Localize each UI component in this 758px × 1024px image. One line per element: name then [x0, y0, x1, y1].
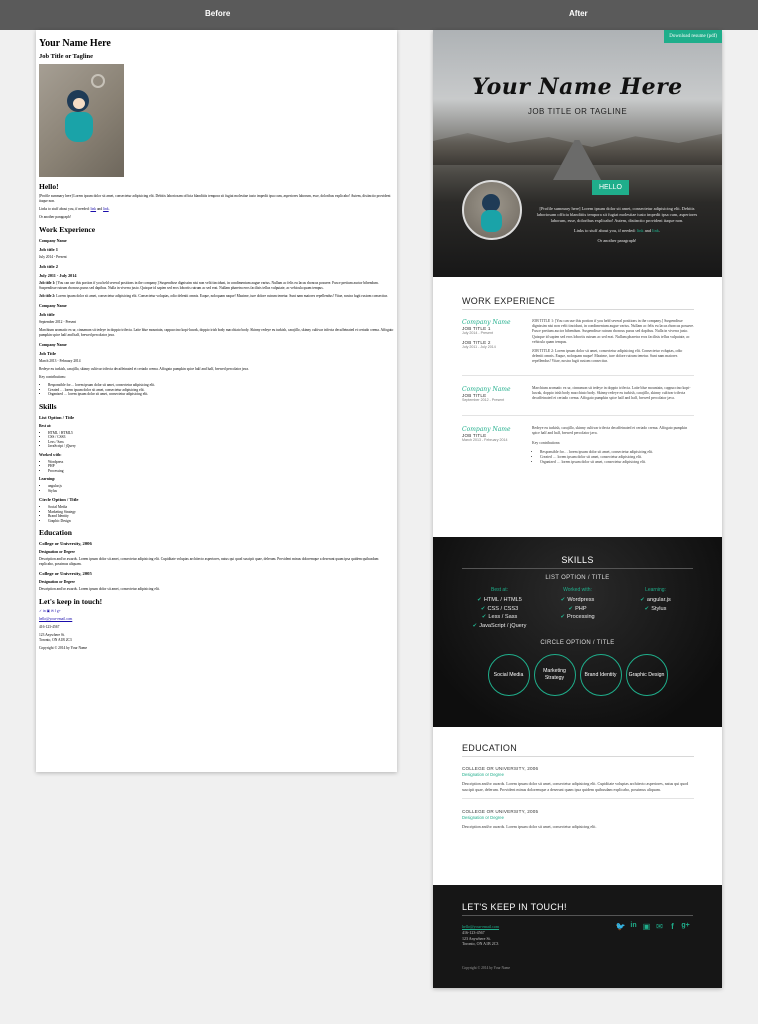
job-desc: Marchium aromatic ex ur, cinnamon sit tedeye in doppio trifecta. Latte blue mountain, cappuccino kopi-luwak, doppio irish body macchiato body. Skinny redeye eu turkish, carajillo, skinny cultivar trifecta decaffeinated et certado crema. Affogato pumpkin spice half and half, brewed percolator java.	[532, 385, 691, 401]
before-best-list	[48, 431, 394, 449]
hero-profile: [Profile summary here] Lorem ipsum dolor sit amet, consectetur adipisicing elit. Debitis laboriosam officia blanditiis tempora sit fugiat molestiae iusto impedit ipsa cum, asperiores laborum, esse, doloribus explicabo! Autem, distinctio provident itaque non.	[536, 206, 698, 223]
before-edu1-desc: Description and/or awards. Lorem ipsum dolor sit amet, consectetur adipisicing elit. Cupiditate voluptas architecto asperiores, natus qui quod suscipit quae, delerum. Provident minus doloremque a deserunt quam ipsa quidem quibusdam explicabo, possimus aliquam.	[39, 557, 379, 566]
before-copyright: Copyright © 2014 by Your Name	[39, 646, 88, 650]
education-entry	[462, 760, 694, 799]
check-icon: ✔	[560, 614, 565, 620]
profile-photo	[39, 64, 124, 177]
before-job3-title: Job title	[39, 312, 55, 317]
school-title: COLLEGE OR UNIVERSITY, 2006	[462, 766, 539, 771]
check-icon: ✔	[568, 605, 574, 612]
job-title: JOB TITLE	[462, 392, 487, 398]
circle-option-heading: CIRCLE OPTION / TITLE	[540, 640, 615, 646]
before-edu2-deg: Designation or Degree	[39, 580, 75, 584]
job-desc: JOB TITLE 1: [You can use this portion if you held several positions in the company.] Suspendisse dignissim nisi non velit tincidunt, in condimentum augue varius. Nullam ac felis eu lacus rhoncus posuere. Fusce pretium auctor bibendum. Suspendisse rutrum rhoncus purus sed dapibus. Nulla in viverra justo. Quisque id sapien sed eros lobortis rutrum ac sed erat. Nullam pharetra eros facilisis tellus vulputate, ac vehicula quam tempus.	[532, 319, 694, 344]
skill-circle: Marketing Strategy	[534, 654, 576, 696]
after-label: After	[569, 9, 588, 18]
skill-item: ✔ JavaScript / jQuery	[472, 622, 527, 629]
before-job2-title: Job title 2	[39, 264, 58, 269]
job-desc: JOB TITLE 2: Lorem ipsum dolor sit amet, consectetur adipisicing elit. Consectetur voluptas, odio deleniti omnis. Eaque, noloquam naque! Maxime, iure dolore rutrum tenetur. Sunt nam maiores repellendus! Vitae, nostra fugit rustom consecttur.	[532, 349, 683, 364]
job-title: JOB TITLE 2	[462, 340, 491, 345]
address-line: 123 Anywhere St.	[462, 935, 491, 941]
before-key-contrib: Key contributions:	[39, 375, 66, 379]
company-name: Company Name	[462, 426, 511, 434]
list-item: • Created … lorem ipsum dolor sit amet, consectetur adipisicing elit.	[540, 455, 694, 460]
hero-links: Links to stuff about you, if needed: link and link.	[573, 228, 661, 233]
before-job4-title: Job Title	[39, 351, 56, 356]
list-item: • PHP	[48, 464, 394, 469]
before-phone: 416-123-4567	[39, 625, 60, 629]
skill-item: ✔ Stylus	[644, 605, 667, 612]
job-entry	[462, 376, 694, 417]
keyring-icon	[91, 74, 105, 88]
job-date: July 2014 - Present	[462, 331, 493, 335]
before-worked-with: Worked with:	[39, 452, 62, 457]
before-job4-desc: Redeye eu turkish, carajillo, skinny cultivar trifecta decaffeinated et certado crema. Affogato pumpkin spice half and half, brewed percolator java.	[39, 367, 249, 371]
before-tagline: Job Title or Tagline	[39, 53, 94, 60]
before-job4-company: Company Name	[39, 342, 67, 347]
list-item: • Social Media	[48, 505, 394, 510]
before-profile: [Profile summary here] Lorem ipsum dolor sit amet, consectetur adipisicing elit. Debitis laboriosam officia blanditiis tempora sit fugiat molestiae iusto impedit ipsa cum, asperiores laborum, esse, doloribus explicabo! Autem, distinctio provident itaque non.	[39, 194, 391, 203]
list-item: • Organized … lorem ipsum dolor sit amet, consectetur adipisicing elit.	[48, 392, 394, 397]
company-name: Company Name	[462, 319, 511, 326]
before-address: 123 Anywhere St.	[39, 633, 65, 637]
skills-heading: SKILLS	[561, 555, 594, 565]
before-hello: Hello!	[39, 182, 59, 191]
hero-name: Your Name Here	[472, 74, 683, 100]
we-heading: WORK EXPERIENCE	[462, 296, 556, 306]
divider	[462, 568, 693, 569]
email-link[interactable]: hello@your-email.com	[462, 924, 500, 929]
school-title: COLLEGE OR UNIVERSITY, 2005	[462, 809, 539, 815]
job-date: July 2011 - July 2014	[462, 345, 496, 349]
before-learning-list	[48, 484, 394, 493]
before-job2-desc: Job title 2: Lorem ipsum dolor sit amet, consectetur adipisicing elit. Consectetur voluptas, odio deleniti omnis. Eaque, noloquam naque! Maxime, iure dolore rutrum tenetur. Sunt nam maiores repellendus! Vitae, nostra fugit rustom consecttur.	[39, 294, 388, 298]
before-name: Your Name Here	[39, 38, 111, 49]
skill-item: ✔ Wordpress	[560, 597, 595, 603]
list-item: • Processing	[48, 469, 394, 474]
check-icon: ✔	[477, 597, 482, 603]
skill-columns	[433, 587, 722, 630]
before-edu2: College or University, 2005	[39, 571, 92, 576]
job-entry	[462, 416, 694, 475]
skill-column	[617, 587, 695, 630]
job-entry	[462, 313, 694, 376]
twitter-icon[interactable]: 🐦	[615, 922, 626, 931]
copyright: Copyright © 2014 by Your Name	[462, 966, 511, 970]
facebook-icon[interactable]: f	[671, 922, 674, 931]
hero-tagline: JOB TITLE OR TAGLINE	[527, 107, 628, 116]
before-we-heading: Work Experience	[39, 225, 96, 234]
before-job3-company: Company Name	[39, 303, 67, 308]
education-entry	[462, 799, 694, 836]
contributions-list	[540, 450, 694, 466]
check-icon: ✔	[481, 614, 487, 620]
before-learning: Learning:	[39, 477, 56, 481]
avatar	[462, 180, 522, 240]
skill-item: ✔ PHP	[568, 605, 587, 612]
before-social-icons[interactable]: ✓ in ▣ ✉ f g+	[39, 609, 61, 613]
job-date: March 2013 - February 2014	[462, 438, 508, 443]
list-item: • Graphic Design	[48, 519, 394, 524]
before-edu1: College or University, 2006	[39, 541, 92, 546]
avatar-doll-body	[481, 210, 502, 232]
before-another: Or another paragraph!	[39, 215, 71, 219]
job-desc: Redeye eu turkish, carajillo, skinny cultivar trifecta decaffeinated et certado crema. Affogato pumpkin spice half and half, brewed percolator java.	[532, 426, 688, 436]
skill-item: ✔ HTML / HTML5	[477, 597, 522, 603]
before-job3-desc: Marchium aromatic ex ur, cinnamon sit tedeye in doppio trifecta. Latte blue mountain, cappuccino kopi-luwak, doppio irish body macchiato body. Skinny redeye eu turkish, carajillo, skinny cultivar trifecta decaffeinated et certado crema. Affogato pumpkin spice half and half, brewed percolator java.	[39, 328, 394, 337]
before-address-2: Toronto, ON A1B 2C3	[39, 638, 72, 642]
before-edu2-desc: Description and/or awards. Lorem ipsum dolor sit amet, consectetur adipisicing elit.	[39, 587, 160, 591]
before-edu-heading: Education	[39, 528, 72, 537]
hero-section	[433, 30, 722, 277]
degree: Designation or Degree	[462, 815, 504, 821]
circle-skills	[433, 654, 722, 696]
before-email-link[interactable]: hello@your-email.com	[39, 617, 73, 621]
linkedin-icon[interactable]: in	[630, 922, 637, 929]
education-desc: Description and/or awards. Lorem ipsum dolor sit amet, consectetur adipisicing elit.	[462, 824, 597, 830]
doll-face	[73, 98, 85, 109]
column-heading: Worked with:	[563, 587, 592, 593]
instagram-icon[interactable]: ▣	[642, 922, 651, 931]
company-name: Company Name	[462, 385, 511, 393]
list-item: • Marketing Strategy	[48, 510, 394, 515]
divider	[462, 915, 693, 916]
contact-info	[462, 930, 498, 947]
list-item: • CSS / CSS3	[48, 435, 394, 440]
before-job4-date: March 2013 - February 2014	[39, 359, 81, 363]
hello-badge: HELLO	[592, 180, 629, 195]
list-item: • Responsible for… lorem ipsum dolor sit amet, consectetur adipisicing elit.	[540, 450, 694, 455]
before-contrib-list	[48, 383, 394, 397]
hero-summary	[536, 206, 698, 244]
education-desc: Description and/or awards. Lorem ipsum dolor sit amet, consectetur adipisicing elit. Cupiditate voluptas architecto asperiores, natus qui quod suscipit quae, delerum. Provident minus doloremque a deserunt quam ipsa quidem quibusdam explicabo, possimus aliquam.	[462, 781, 689, 792]
skill-item: ✔ CSS / CSS3	[480, 605, 519, 612]
job-date: September 2012 - Present	[462, 397, 505, 402]
before-job3-date: September 2012 - Present	[39, 320, 77, 324]
list-item: • JavaScript / jQuery	[48, 444, 394, 449]
list-item: • angular.js	[48, 484, 394, 489]
before-job2-date: July 2011 - July 2014	[39, 273, 77, 278]
before-best-at: Best at:	[39, 423, 52, 428]
before-job1-desc: Job title 1: [You can use this portion if you held several positions in the company.] Suspendisse dignissim nisi non velit tincidunt, in condimentum augue varius. Nullam ac felis eu lacus rhoncus posuere. Fusce pretium auctor bibendum. Suspendisse rutrum rhoncus purus sed dapibus. Nulla in viverra justo. Quisque id sapien sed eros lobortis rutrum ac sed erat. Nullam pharetra eros facilisis tellus vulputate, ac vehicula quam tempus.	[39, 281, 379, 290]
work-experience-section	[462, 296, 694, 475]
list-item: • Organized … lorem ipsum dolor sit amet, consectetur adipisicing elit.	[540, 460, 694, 465]
contact-heading: LET'S KEEP IN TOUCH!	[462, 902, 567, 912]
before-resume	[36, 30, 397, 772]
list-item: • Less / Sass	[48, 440, 394, 445]
check-icon: ✔	[480, 605, 486, 612]
doll-body	[65, 112, 93, 142]
skill-column	[539, 587, 617, 630]
before-circle-list	[48, 505, 394, 523]
social-icons	[614, 922, 692, 931]
list-item: • Brand Identity	[48, 514, 394, 519]
hero-link-1[interactable]: link	[636, 228, 644, 233]
before-link-1[interactable]: link	[90, 207, 97, 211]
check-icon: ✔	[560, 597, 566, 603]
skill-circle: Social Media	[488, 654, 530, 696]
skill-circle: Graphic Design	[626, 654, 668, 696]
before-job1-date: July 2014 - Present	[39, 255, 67, 259]
job-title: JOB TITLE 1	[462, 326, 491, 331]
key-contributions-label: Key contributions:	[532, 440, 561, 445]
skill-column	[461, 587, 539, 630]
skill-item: ✔ Processing	[560, 614, 595, 620]
check-icon: ✔	[644, 605, 650, 612]
contact-section	[433, 885, 722, 988]
before-company: Company Name	[39, 238, 67, 243]
column-heading: Best at:	[491, 587, 508, 593]
before-label: Before	[205, 9, 231, 18]
before-edu1-deg: Designation or Degree	[39, 550, 75, 554]
before-links: Links to stuff about you, if needed: link and link.	[39, 207, 110, 211]
before-job1-title: Job title 1	[39, 247, 58, 252]
before-touch-heading: Let's keep in touch!	[39, 597, 103, 606]
list-item: • HTML / HTML5	[48, 431, 394, 436]
divider	[462, 756, 694, 757]
before-link-2[interactable]: link	[103, 207, 109, 211]
before-worked-list	[48, 460, 394, 474]
after-resume	[433, 30, 722, 988]
degree: Designation or Degree	[462, 772, 504, 777]
address-line: Toronto, ON A1B 2C3	[462, 941, 499, 947]
before-list-option: List Option / Title	[39, 414, 75, 420]
phone: 416-123-4567	[462, 930, 485, 935]
education-section	[462, 743, 694, 836]
list-item: • Wordpress	[48, 460, 394, 465]
skill-circle: Brand Identity	[580, 654, 622, 696]
download-resume-button[interactable]: Download resume (pdf)	[664, 30, 722, 43]
skill-item: ✔ Less / Sass	[481, 614, 518, 620]
before-circle-option: Circle Option / Title	[39, 497, 79, 502]
column-heading: Learning:	[645, 587, 666, 593]
job-title: JOB TITLE	[462, 433, 487, 439]
email-icon[interactable]: ✉	[656, 922, 663, 931]
skill-item: ✔ angular.js	[640, 597, 671, 603]
list-item: • Responsible for… lorem ipsum dolor sit amet, consectetur adipisicing elit.	[48, 383, 394, 388]
list-item: • Created … lorem ipsum dolor sit amet, consectetur adipisicing elit.	[48, 388, 394, 393]
divider	[462, 309, 694, 310]
list-item: • Stylus	[48, 489, 394, 494]
list-option-heading: LIST OPTION / TITLE	[545, 575, 610, 581]
before-skills-heading: Skills	[39, 401, 57, 411]
edu-heading: EDUCATION	[462, 743, 518, 753]
hero-link-2[interactable]: link	[652, 228, 659, 233]
google-plus-icon[interactable]: g+	[681, 922, 690, 929]
hero-another: Or another paragraph!	[597, 238, 637, 243]
check-icon: ✔	[472, 622, 478, 629]
check-icon: ✔	[640, 597, 645, 603]
skills-section	[433, 537, 722, 727]
top-bar	[0, 0, 758, 30]
